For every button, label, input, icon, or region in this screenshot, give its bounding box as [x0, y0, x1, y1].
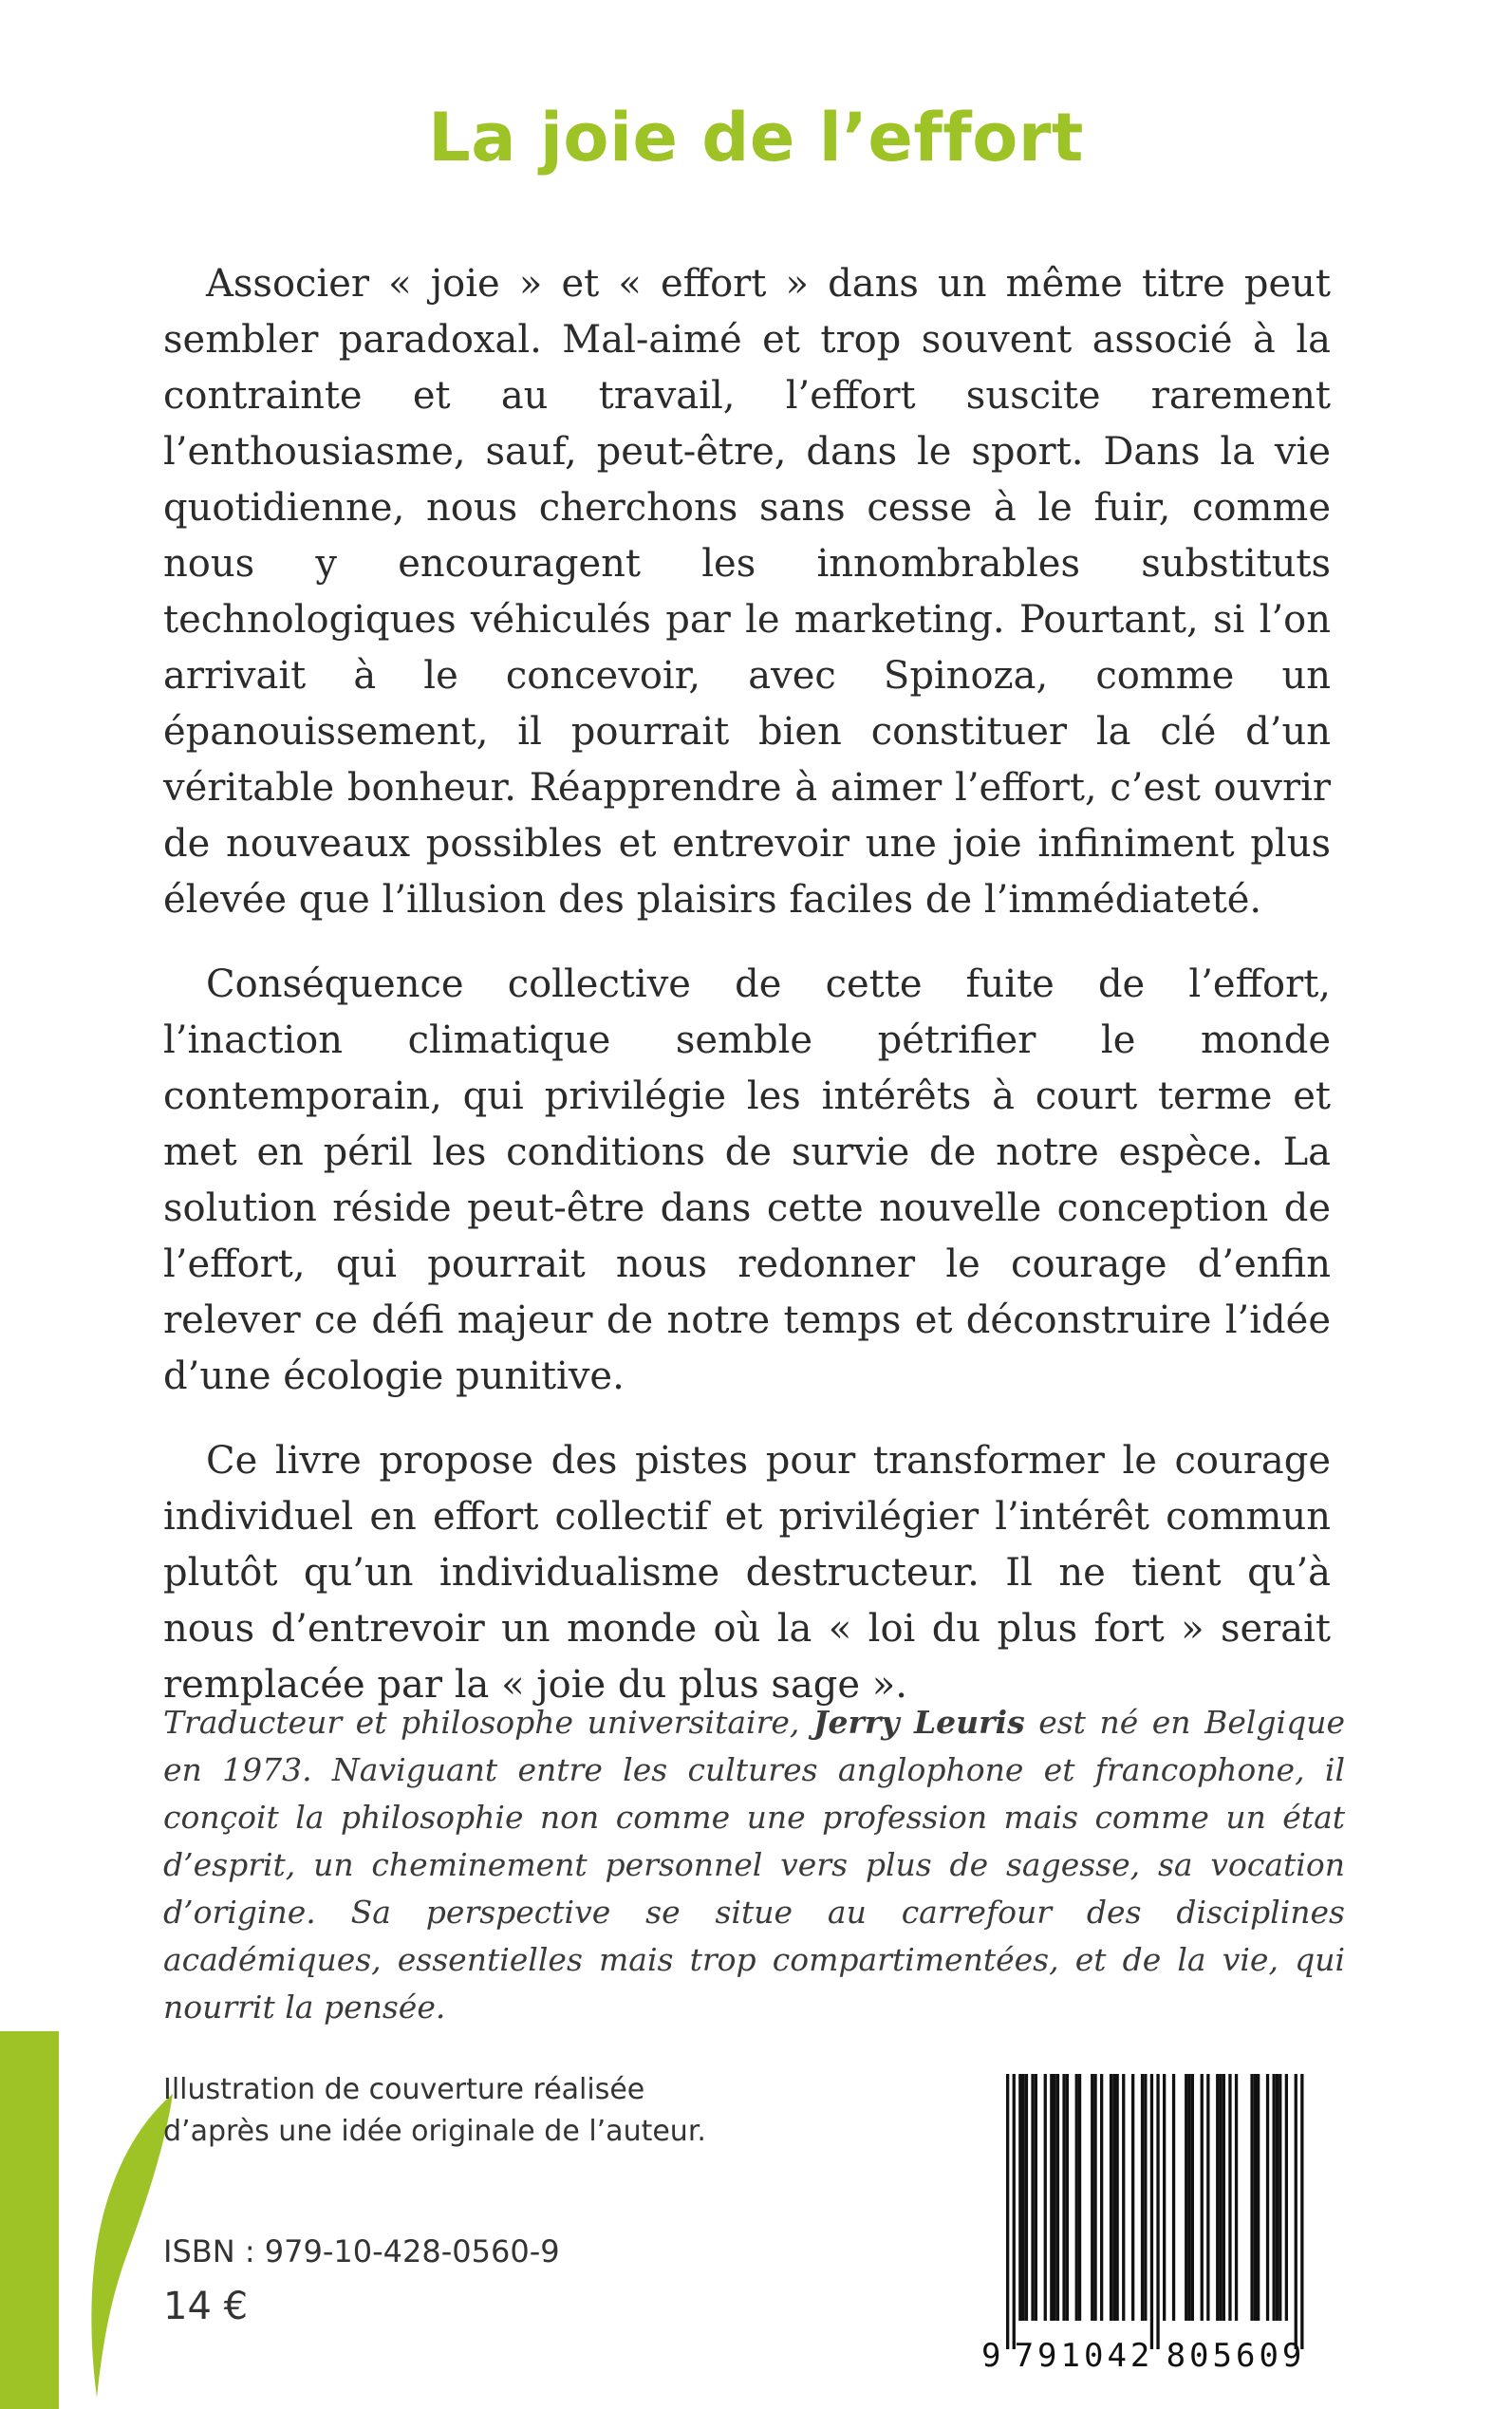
barcode-bar — [1044, 2074, 1047, 2321]
barcode-bar — [1235, 2074, 1238, 2321]
barcode-bar — [1266, 2074, 1269, 2321]
barcode-bar — [1050, 2074, 1053, 2321]
barcode-bar — [1066, 2074, 1069, 2321]
barcode-bar — [1201, 2074, 1204, 2321]
barcode-bar — [1112, 2074, 1115, 2321]
barcode-right-group: 805609 — [1166, 2337, 1306, 2375]
barcode-bar — [1100, 2074, 1103, 2321]
barcode-bar — [1285, 2074, 1288, 2321]
barcode-bar — [1006, 2074, 1009, 2349]
barcode-bar — [1172, 2074, 1175, 2321]
barcode-bar — [1116, 2074, 1119, 2321]
barcode-bar — [1250, 2074, 1253, 2321]
author-bio — [163, 1699, 1345, 2031]
barcode — [978, 2074, 1338, 2378]
blurb-paragraph-2: Conséquence collective de cette fuite de l’effort, l’inaction climatique semble pétrifier le monde contemporain, qui privilégie les intérêts à court terme et met en péril les conditions de survie de notre espèce. La solution réside peut-être dans cette nouvelle conception de l’effort, qui pourrait nous redonner le courage d’enfin relever ce défi majeur de notre temps et déconstruire l’idée d’une écologie punitive. — [163, 962, 1331, 1398]
barcode-bar — [1219, 2074, 1222, 2321]
barcode-bar — [1013, 2074, 1016, 2349]
credit-line-2: d’après une idée originale de l’auteur. — [163, 2115, 706, 2148]
barcode-bar — [1228, 2074, 1231, 2321]
barcode-bar — [1035, 2074, 1037, 2321]
barcode-bar — [1131, 2074, 1134, 2321]
barcode-bar — [1276, 2074, 1279, 2321]
author-name: Jerry Leuris — [812, 1704, 1025, 1741]
barcode-bar — [1150, 2074, 1153, 2349]
credit-line-1: Illustration de couverture réalisée — [163, 2073, 645, 2106]
barcode-bar — [1054, 2074, 1056, 2321]
barcode-bar — [1122, 2074, 1125, 2321]
barcode-bar — [1022, 2074, 1025, 2321]
barcode-bar — [1187, 2074, 1190, 2321]
barcode-bars — [1006, 2074, 1304, 2349]
barcode-bar — [1091, 2074, 1093, 2321]
barcode-bar — [1156, 2074, 1159, 2349]
barcode-bar — [1093, 2074, 1096, 2321]
barcode-bar — [1254, 2074, 1257, 2321]
barcode-bar — [1295, 2074, 1297, 2349]
barcode-bar — [1223, 2074, 1225, 2321]
blurb — [163, 256, 1331, 1742]
barcode-bar — [1206, 2074, 1209, 2321]
book-title: La joie de l’effort — [428, 99, 1084, 177]
barcode-bar — [1300, 2074, 1303, 2349]
isbn-text: ISBN : 979-10-428-0560-9 — [163, 2233, 560, 2269]
barcode-left-group: 791042 — [1014, 2337, 1154, 2375]
barcode-bar — [1273, 2074, 1276, 2321]
barcode-bar — [1075, 2074, 1078, 2321]
barcode-bar — [1257, 2074, 1260, 2321]
barcode-bar — [1216, 2074, 1219, 2321]
bio-intro: Traducteur et philosophe universitaire, — [163, 1704, 813, 1741]
barcode-bar — [1018, 2074, 1021, 2321]
price-text: 14 € — [163, 2285, 249, 2328]
barcode-bar — [1191, 2074, 1194, 2321]
barcode-bar — [1141, 2074, 1144, 2321]
barcode-bar — [1078, 2074, 1081, 2321]
barcode-bar — [1031, 2074, 1034, 2321]
barcode-bar — [1110, 2074, 1112, 2321]
barcode-bar — [1185, 2074, 1187, 2321]
bio-rest: est né en Belgique en 1973. Naviguant entre les cultures anglophone et francophone, il conçoit la philosophie non comme une profession mais comme un état d’esprit, un cheminement personnel vers plus de sagesse, sa vocation d’origine. Sa perspective se situe au carrefour des disciplines académiques, essentielles mais trop compartimentées, et de la vie, qui nourrit la pensée. — [163, 1704, 1345, 2026]
accent-side-bar — [0, 2031, 59, 2409]
blurb-paragraph-1: Associer « joie » et « effort » dans un même titre peut sembler paradoxal. Mal-aimé et trop souvent associé à la contrainte et au travail, l’effort suscite rarement l’enthousiasme, sauf, peut-être, dans le sport. Dans la vie quotidienne, nous cherchons sans cesse à le fuir, comme nous y encouragent les innombrables substituts technologiques véhiculés par le marketing. Pourtant, si l’on arrivait à le concevoir, avec Spinoza, comme un épanouissement, il pourrait bien constituer la clé d’un véritable bonheur. Réapprendre à aimer l’effort, c’est ouvrir de nouveaux possibles et entrevoir une joie infiniment plus élevée que l’illusion des plaisirs faciles de l’immédiateté. — [163, 262, 1331, 922]
cover-credit — [163, 2069, 828, 2153]
barcode-bar — [1056, 2074, 1059, 2321]
blurb-paragraph-3: Ce livre propose des pistes pour transformer le courage individuel en effort collectif et privilégier l’intérêt commun plutôt qu’un individualisme destructeur. Il ne tient qu’à nous d’entrevoir un monde où la « loi du plus fort » serait remplacée par la « joie du plus sage ». — [163, 1439, 1331, 1707]
barcode-first-digit: 9 — [981, 2337, 1001, 2375]
barcode-bar — [1144, 2074, 1147, 2321]
barcode-bar — [1062, 2074, 1065, 2321]
barcode-bar — [1163, 2074, 1166, 2321]
barcode-bar — [1025, 2074, 1028, 2321]
barcode-bar — [1279, 2074, 1281, 2321]
